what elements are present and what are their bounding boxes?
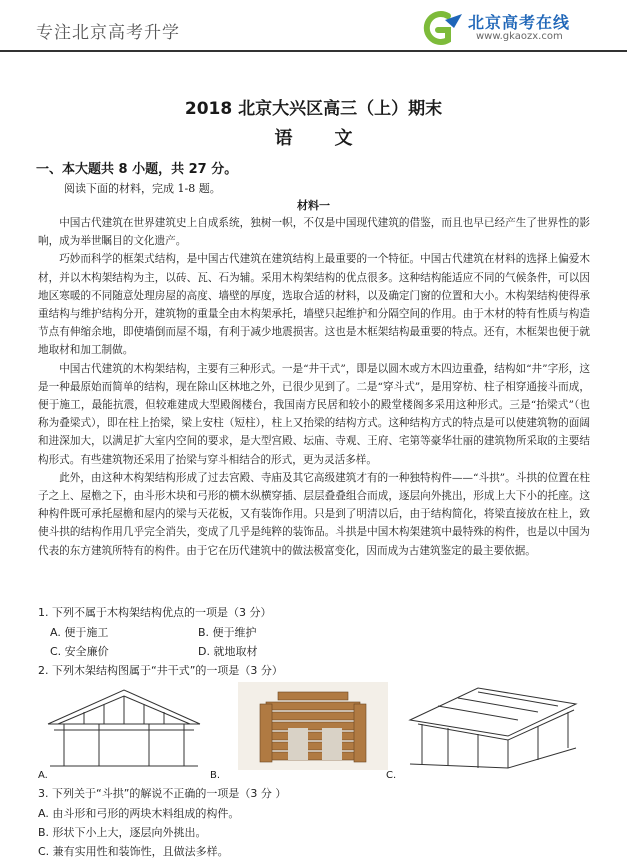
question-2-stem: 2. 下列木架结构图属于“井干式”的一项是（3 分） [38,664,283,677]
gk-logo-icon [418,10,466,46]
frame-diagram-c [408,682,578,770]
question-3-option-a[interactable]: A. 由斗形和弓形的两块木料组成的构件。 [38,807,240,820]
paragraph: 巧妙而科学的框架式结构，是中国古代建筑在建筑结构上最重要的一个特征。中国古代建筑在材料的选择上偏爱木材，并以木构架结构为主，以砖、瓦、石为辅。采用木构架结构的优点很多。这种结构能适应不同的气候条件，可以因地区寒暖的不同随意处理房屋的高度、墙壁的厚度，选取合适的材料，以及确定门窗的位置和大小。木构架结构使得承重结构与维护结构分开，建筑物的重量全由木构架承托，墙壁只起维护和分隔空间的作用。由于木材的特有性质与构造节点有伸缩余地，即使墙倒而屋不塌，有利于减少地震损害。这也是木框架结构最重要的特点。还有，木框架也便于就地取材和加工制做。 [38,253,590,357]
paragraph: 中国古代建筑的木构架结构，主要有三种形式。一是“井干式”，即是以圆木或方木四边重叠，结构如“井”字形，这是一种最原始而简单的结构，现在除山区林地之外，已很少见到了。二是“穿斗式”，是用穿枋、柱子相穿通接斗而成，便于施工，最能抗震，但较难建成大型殿阁楼台，我国南方民居和较小的殿堂楼阁多采用这种形式。三是“抬梁式”（也称为叠梁式），即在柱上抬梁，梁上安柱（短柱），柱上又抬梁的结构方式。这种结构方式的特点是可以使建筑物的面阔和进深加大，以满足扩大室内空间的要求，是大型宫殿、坛庙、寺观、王府、宅第等豪华壮丽的建筑物所采取的主要结构形式。有些建筑物还采用了抬梁与穿斗相结合的形式，更为灵活多样。 [38,362,590,466]
exam-title: 2018 北京大兴区高三（上）期末 [184,99,443,119]
question-1-option-c[interactable]: C. 安全廉价 [50,645,109,658]
figure-b-label[interactable]: B. [210,770,221,781]
page-header [0,0,627,52]
question-3-stem: 3. 下列关于“斗拱”的解说不正确的一项是（3 分 ） [38,787,287,800]
material-text [38,214,590,560]
question-3-option-c[interactable]: C. 兼有实用性和装饰性，且做法多样。 [38,845,229,858]
figure-c-label[interactable]: C. [386,770,397,781]
question-1-option-a[interactable]: A. 便于施工 [50,626,109,639]
figure-a-label[interactable]: A. [38,770,48,781]
question-1-stem: 1. 下列不属于木构架结构优点的一项是（3 分） [38,606,272,619]
frame-diagram-b [238,682,388,770]
question-1-option-b[interactable]: B. 便于维护 [198,626,257,639]
header-slogan: 专注北京高考升学 [36,23,180,43]
logo-name: 北京高考在线 [468,13,571,32]
frame-diagram-a [44,682,204,770]
material-title: 材料一 [297,199,330,212]
paragraph: 此外，由这种木构架结构形成了过去宫殿、寺庙及其它高级建筑才有的一种独特构件——“斗拱”。斗拱的位置在柱子之上、屋檐之下，由斗形木块和弓形的横木纵横穿插、层层叠叠组合而成，逐层向外挑出，形成上大下小的托座。这种构件既可承托屋檐和屋内的梁与天花板，又有装饰作用。只是到了明清以后，由于结构简化，将梁直接放在柱上，致使斗拱的结构作用几乎完全消失，变成了几乎是纯粹的装饰品。斗拱是中国木构架建筑中最特殊的构件，也是以中国为代表的东方建筑所特有的构件。由于它在历代建筑中的做法极富变化，因而成为古建筑鉴定的最主要依据。 [38,471,590,557]
question-3-option-b[interactable]: B. 形状下小上大，逐层向外挑出。 [38,826,207,839]
reading-instruction: 阅读下面的材料，完成 1-8 题。 [64,182,221,195]
question-1-option-d[interactable]: D. 就地取材 [198,645,258,658]
section-heading: 一、本大题共 8 小题，共 27 分。 [36,162,238,177]
site-logo[interactable] [418,8,590,46]
logo-url: www.gkaozx.com [476,31,563,42]
paragraph: 中国古代建筑在世界建筑史上自成系统，独树一帜，不仅是中国现代建筑的借鉴，而且也早已经产生了世界性的影响，成为举世瞩目的文化遗产。 [38,217,590,248]
exam-subject: 语文 [274,128,395,149]
header-divider [0,50,627,52]
